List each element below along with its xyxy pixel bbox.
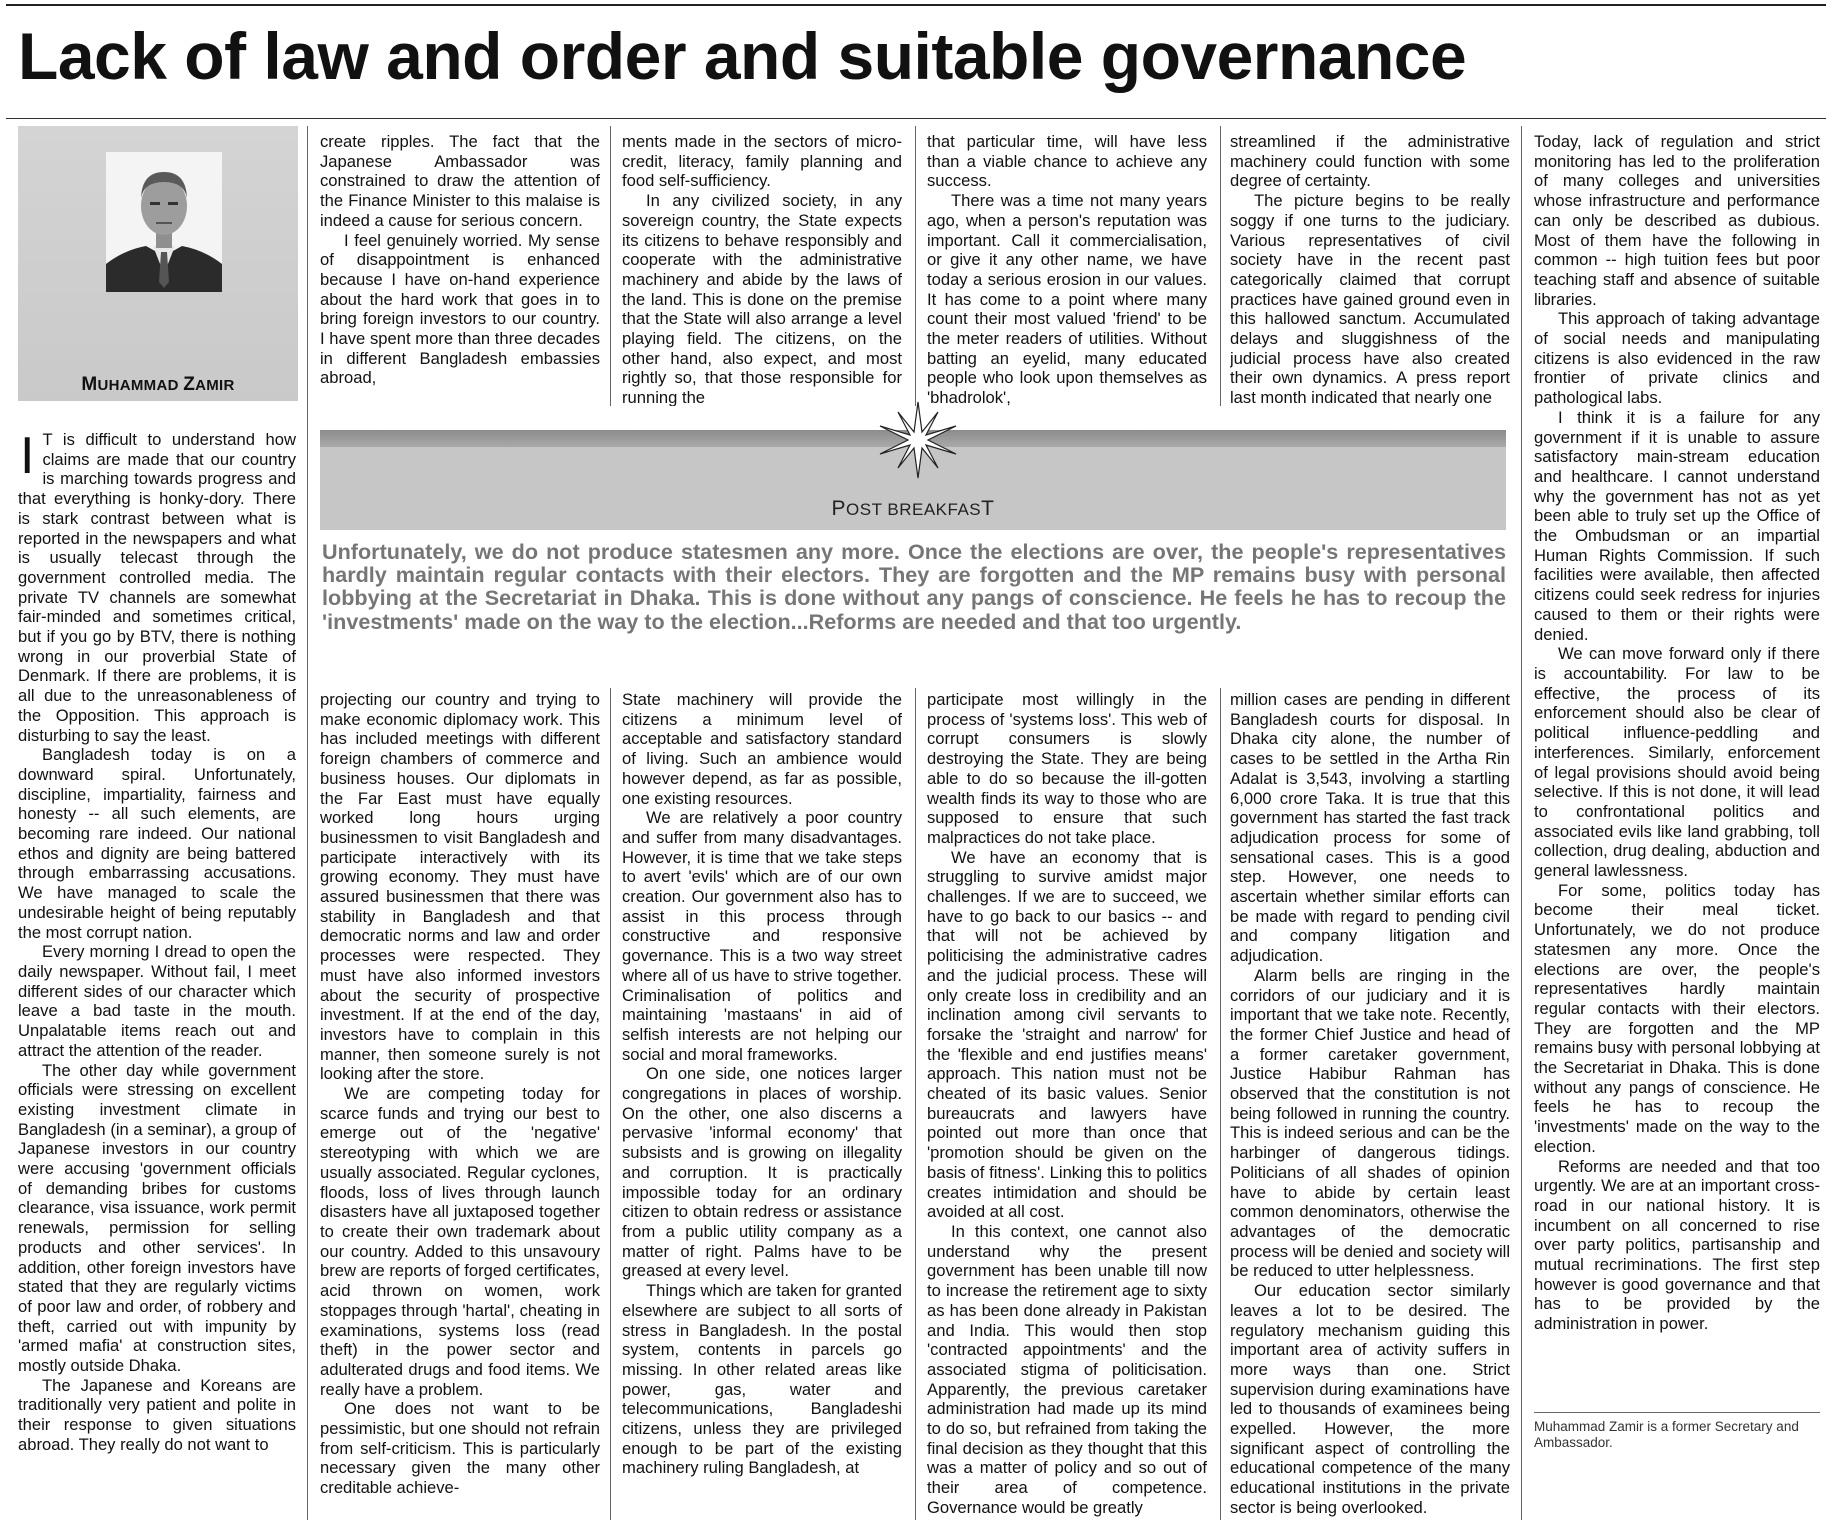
article-paragraph: that particular time, will have less than a viable chance to achieve any success. bbox=[927, 132, 1207, 191]
article-paragraph: For some, politics today has become their meal ticket. Unfortunately, we do not produce statesmen any more. Once the elections are over, the people's representatives hardly maintain regular contacts with their electors. They are forgotten and the MP remains busy with personal lobbying at the Secretariat in Dhaka. This is done without any pangs of conscience. He feels he has to recoup the 'investments' made on the way to the election. bbox=[1534, 880, 1820, 1156]
article-paragraph: Our education sector similarly leaves a lot to be desired. The regulatory mechanism guiding this important area of activity suffers in more ways than one. Strict supervision during examinations have led to thousands of examinees being expelled. However, the more significant aspect of controlling the educational competence of the many educational institutions in the private sector is being overlooked. bbox=[1230, 1281, 1510, 1517]
column-rule bbox=[915, 126, 916, 406]
column-title: POST BREAKFAST bbox=[831, 497, 995, 520]
article-paragraph: There was a time not many years ago, when a person's reputation was important. Call it commercialisation, or give it any other name, we have today a serious erosion in our values. It has come to a point where many count their most valued 'friend' to be the meter readers of utilities. Without batting an eyelid, many educated people who look upon themselves as 'bhadrolok', bbox=[927, 191, 1207, 406]
article-paragraph: Reforms are needed and that too urgently. We are at an important cross-road in our national history. It is incumbent on all concerned to rise over party politics, partisanship and mutual recriminations. The first step however is good governance and that has to be provided by the administration in power. bbox=[1534, 1156, 1820, 1334]
article-paragraph: We have an economy that is struggling to survive amidst major challenges. If we are to succeed, we have to go back to our basics -- and that will not be achieved by politicising the administrative cadres and the judicial process. These will only create loss in credibility and an inclination among civil servants to forsake the 'straight and narrow' for the 'flexible and end justifies means' approach. This nation must not be cheated of its basic values. Senior bureaucrats and lawyers have pointed out more than once that 'promotion should be given on the basis of fitness'. Linking this to politics creates intimidation and should be avoided at all cost. bbox=[927, 847, 1207, 1222]
column-rule bbox=[1521, 126, 1522, 1520]
article-column-3-bottom bbox=[622, 690, 902, 1520]
article-paragraph: We are relatively a poor country and suffer from many disadvantages. However, it is time that we take steps to avert 'evils' which are of our own creation. Our government also has to assist in this process through constructive and responsive governance. This is a two way street where all of us have to strive together. Criminalisation of politics and maintaining 'mastaans' in aid of selfish interests are not helping our social and moral frameworks. bbox=[622, 808, 902, 1064]
article-paragraph: Today, lack of regulation and strict monitoring has led to the proliferation of many colleges and universities whose infrastructure and performance can only be described as dubious. Most of them have the following in common -- high tuition fees but poor teaching staff and absence of suitable libraries. bbox=[1534, 132, 1820, 309]
article-paragraph: million cases are pending in different Bangladesh courts for disposal. In Dhaka city alone, the number of cases to be settled in the Artha Rin Adalat is 3,543, involving a startling 6,000 crore Taka. It is true that this government has started the fast track adjudication process for some of sensational cases. This is a good step. However, one needs to ascertain whether similar efforts can be made with regard to pending civil and company litigation and adjudication. bbox=[1230, 690, 1510, 966]
byline-box bbox=[18, 126, 298, 401]
article-paragraph: participate most willingly in the process of 'systems loss'. This web of corrupt consumers is slowly destroying the State. They are being able to do so because the ill-gotten wealth finds its way to those who are supposed to ensure that such malpractices do not take place. bbox=[927, 690, 1207, 847]
headline-rule bbox=[6, 118, 1826, 119]
article-paragraph: I think it is a failure for any government if it is unable to assure satisfactory main-stream education and healthcare. I cannot understand why the government has not as yet been able to truly set up the Office of the Ombudsman or an impartial Human Rights Commission. If such facilities were available, then affected citizens could seek redress for injuries caused to them or their rights were denied. bbox=[1534, 407, 1820, 644]
drop-cap: I bbox=[20, 430, 35, 485]
author-portrait-icon bbox=[106, 152, 222, 292]
article-paragraph: I T is difficult to understand how claims are made that our country is marching towards progress and that everything is honky-dory. There is stark contrast between what is reported in the newspapers and what is usually telecast through the government controlled media. The private TV channels are somewhat fair-minded and sometimes critical, but if you go by BTV, there is nothing wrong in our proverbial State of Denmark. If there are problems, it is all due to the unreasonableness of the Opposition. This approach is disturbing to say the least. bbox=[18, 430, 296, 745]
article-column-4-bottom bbox=[927, 690, 1207, 1520]
article-paragraph: The other day while government officials were stressing on excellent existing investment climate in Bangladesh (in a seminar), a group of Japanese investors in our country were accusing 'government officials of demanding bribes for customs clearance, visa issuance, work permit renewals, permission for selling products and other services'. In addition, other foreign investors have stated that they are regularly victims of poor law and order, of robbery and theft, carried out with impunity by 'armed mafia' at construction sites, mostly outside Dhaka. bbox=[18, 1060, 296, 1376]
article-paragraph: Things which are taken for granted elsewhere are subject to all sorts of stress in Bangladesh. In the postal system, contents in parcels go missing. In other related areas like power, gas, water and telecommunications, Bangladeshi citizens, unless they are privileged enough to be part of the existing machinery ruling Bangladesh, at bbox=[622, 1281, 902, 1478]
article-column-6 bbox=[1534, 132, 1820, 1402]
tagline-rule bbox=[1534, 1412, 1820, 1413]
article-paragraph: State machinery will provide the citizens a minimum level of acceptable and satisfactory standard of living. Such an ambience would however depend, as far as possible, one existing resources. bbox=[622, 690, 902, 808]
top-rule bbox=[6, 4, 1826, 6]
column-rule bbox=[915, 688, 916, 1520]
article-paragraph: Bangladesh today is on a downward spiral. Unfortunately, discipline, impartiality, fairness and honesty -- all such elements, are becoming rare indeed. Our national ethos and dignity are being battered through embarrassing accusations. We have managed to scale the undesirable height of being reputably the most corrupt nation. bbox=[18, 745, 296, 942]
column-rule bbox=[1220, 688, 1221, 1520]
article-paragraph: projecting our country and trying to make economic diplomacy work. This has included meetings with different foreign chambers of commerce and business houses. Our diplomats in the Far East must have equally worked long hours urging businessmen to visit Bangladesh and participate interactively with its growing economy. They must have assured businessmen that there was stability in Bangladesh and that democratic norms and law and order processes were respected. They must have also informed investors about the security of prospective investment. If at the end of the day, investors have to complain in this manner, then someone surely is not looking after the store. bbox=[320, 690, 600, 1084]
article-column-4-top bbox=[927, 132, 1207, 406]
article-paragraph: In this context, one cannot also understand why the present government has been unable till now to increase the retirement age to sixty as has been done already in Pakistan and India. This would then stop 'contracted appointments' and the associated stigma of politicisation. Apparently, the previous caretaker administration had made up its mind to do so, but refrained from taking the final decision as they thought that this was a matter of policy and so out of their area of competence. Governance would be greatly bbox=[927, 1221, 1207, 1517]
column-rule bbox=[610, 126, 611, 406]
article-paragraph: Every morning I dread to open the daily newspaper. Without fail, I meet different sides of our character which leave a bad taste in the mouth. Unpalatable items reach out and attract the attention of the reader. bbox=[18, 942, 296, 1060]
article-paragraph: The picture begins to be really soggy if one turns to the judiciary. Various representatives of civil society have in the recent past categorically claimed that corrupt practices have gained ground even in this hallowed sanctum. Accumulated delays and sluggishness of the judicial process have also created their own dynamics. A press report last month indicated that nearly one bbox=[1230, 191, 1510, 406]
article-paragraph: Alarm bells are ringing in the corridors of our judiciary and it is important that we take note. Recently, the former Chief Justice and head of a former caretaker government, Justice Habibur Rahman has observed that the constitution is not being followed in running the country. This is indeed serious and can be the harbinger of dangerous tidings. Politicians of all shades of opinion have to abide by certain least common denominators, otherwise the advantages of the democratic process will be denied and society will be reduced to utter helplessness. bbox=[1230, 965, 1510, 1281]
article-column-5-top bbox=[1230, 132, 1510, 406]
column-rule bbox=[307, 126, 308, 1520]
author-tagline: Muhammad Zamir is a former Secretary and Ambassador. bbox=[1534, 1419, 1799, 1450]
column-rule bbox=[610, 688, 611, 1520]
article-paragraph: One does not want to be pessimistic, but one should not refrain from self-criticism. This is particularly necessary given the many other creditable achieve- bbox=[320, 1399, 600, 1498]
article-paragraph: ments made in the sectors of micro-credit, literacy, family planning and food self-sufficiency. bbox=[622, 132, 902, 191]
article-paragraph: In any civilized society, in any sovereign country, the State expects its citizens to behave responsibly and cooperate with the administrative machinery and abide by the laws of the land. This is done on the premise that the State will also arrange a level playing field. The citizens, on the other hand, also expect, and most rightly so, that those responsible for running the bbox=[622, 191, 902, 406]
article-paragraph: create ripples. The fact that the Japanese Ambassador was constrained to draw the attention of the Finance Minister to this malaise is indeed a cause for serious concern. bbox=[320, 132, 600, 230]
article-paragraph: We are competing today for scarce funds and trying our best to emerge out of the 'negative' stereotyping with which we are usually associated. Regular cyclones, floods, loss of lives through launch disasters have all juxtaposed together to create their own trademark about our country. Added to this unsavoury brew are reports of forged certificates, acid thrown on women, work stoppages through 'hartal', cheating in examinations, systems loss (read theft) in the power sector and adulterated drugs and food items. We really have a problem. bbox=[320, 1084, 600, 1399]
article-paragraph: We can move forward only if there is accountability. For law to be effective, the process of its enforcement should also be clear of political influence-peddling and interferences. Similarly, enforcement of legal provisions should avoid being selective. If this is not done, it will lead to confrontational politics and associated evils like land grabbing, toll collection, drug dealing, abduction and general lawlessness. bbox=[1534, 644, 1820, 881]
author-photo bbox=[106, 152, 222, 292]
article-paragraph: This approach of taking advantage of social needs and manipulating citizens is also evidenced in the raw frontier of private clinics and pathological labs. bbox=[1534, 309, 1820, 408]
starburst-icon bbox=[878, 400, 958, 480]
headline: Lack of law and order and suitable governance bbox=[18, 19, 1467, 93]
article-column-1 bbox=[18, 430, 296, 1520]
article-paragraph: streamlined if the administrative machinery could function with some degree of certainty. bbox=[1230, 132, 1510, 191]
column-rule bbox=[1220, 126, 1221, 406]
article-column-5-bottom bbox=[1230, 690, 1510, 1520]
article-paragraph: The Japanese and Koreans are traditionally very patient and polite in their response to given situations abroad. They really do not want to bbox=[18, 1375, 296, 1454]
article-column-2-bottom bbox=[320, 690, 600, 1520]
article-paragraph: On one side, one notices larger congregations in places of worship. On the other, one also discerns a pervasive 'informal economy' that subsists and is growing on illegality and corruption. It is practically impossible today for an ordinary citizen to obtain redress or assistance from a public utility company as a matter of right. Palms have to be greased at every level. bbox=[622, 1064, 902, 1281]
article-column-2-top bbox=[320, 132, 600, 406]
article-column-3-top bbox=[622, 132, 902, 406]
author-name: MUHAMMAD ZAMIR bbox=[81, 374, 235, 395]
article-paragraph: I feel genuinely worried. My sense of disappointment is enhanced because I have on-hand experience about the hard work that goes in to bring foreign investors to our country. I have spent more than three decades in different Bangladesh embassies abroad, bbox=[320, 230, 600, 388]
pull-quote: Unfortunately, we do not produce statesmen any more. Once the elections are over, the people's representatives hardly maintain regular contacts with their electors. They are forgotten and the MP remains busy with personal lobbying at the Secretariat in Dhaka. This is done without any pangs of conscience. He feels he has to recoup the 'investments' made on the way to the election...Reforms are needed and that too urgently. bbox=[322, 539, 1506, 634]
